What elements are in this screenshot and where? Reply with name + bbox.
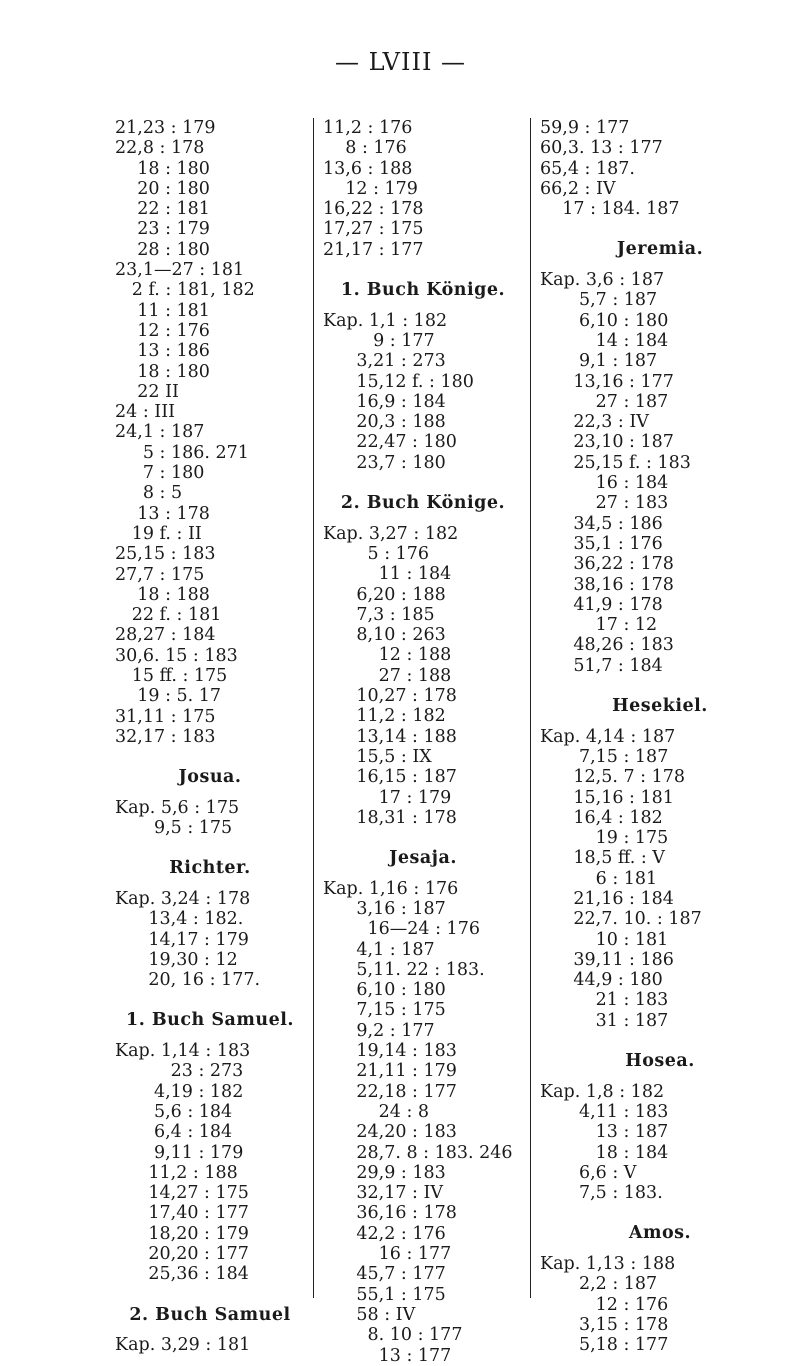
index-entry: 32,17 : 183 — [115, 726, 216, 747]
book-heading: Richter. — [169, 858, 251, 879]
index-entry: 19 : 5. 17 — [115, 686, 222, 707]
section-spacer — [115, 747, 305, 757]
index-entry: 31,11 : 175 — [115, 706, 216, 727]
index-entry: 21,11 : 179 — [323, 1061, 457, 1082]
index-entry: 6,6 : V — [540, 1162, 637, 1183]
index-entry: 22 : 181 — [115, 199, 210, 220]
index-entry: 13,14 : 188 — [323, 726, 457, 747]
index-entry: 9,11 : 179 — [115, 1142, 244, 1163]
index-entry: Kap. 3,29 : 181 — [115, 1335, 251, 1356]
index-entry: 18 : 184 — [540, 1142, 669, 1163]
index-entry: 23 : 273 — [115, 1061, 244, 1082]
index-entry: 23 : 179 — [115, 219, 210, 240]
index-entry: 24 : III — [115, 402, 176, 423]
index-entry: Kap. 3,24 : 178 — [115, 888, 251, 909]
index-entry: 22,8 : 178 — [115, 138, 205, 159]
index-entry: Kap. 1,14 : 183 — [115, 1041, 251, 1062]
page-header: — LVIII — — [334, 48, 467, 76]
index-entry: 23,1—27 : 181 — [115, 260, 245, 281]
index-entry: 15,5 : IX — [323, 746, 432, 767]
index-entry: 3,21 : 273 — [323, 351, 446, 372]
index-entry: 5,11. 22 : 183. — [323, 959, 485, 980]
index-entry: 27 : 183 — [540, 493, 669, 514]
book-heading: 1. Buch Samuel. — [126, 1010, 294, 1031]
index-entry: 66,2 : IV — [540, 178, 616, 199]
index-entry: 36,22 : 178 — [540, 554, 674, 575]
index-entry: 11,2 : 182 — [323, 706, 446, 727]
index-entry: 25,36 : 184 — [115, 1264, 249, 1285]
index-entry: 21 : 183 — [540, 990, 669, 1011]
index-entry: 15,16 : 181 — [540, 787, 674, 808]
index-entry: 28,7. 8 : 183. 246 — [323, 1142, 513, 1163]
index-entry: 6,4 : 184 — [115, 1122, 233, 1143]
book-heading: 2. Buch Könige. — [340, 493, 506, 514]
index-entry: 44,9 : 180 — [540, 970, 663, 991]
index-entry: 6,10 : 180 — [323, 980, 446, 1001]
index-entry: 28 : 180 — [115, 239, 210, 260]
index-entry: 38,16 : 178 — [540, 574, 674, 595]
index-entry: 8,10 : 263 — [323, 625, 446, 646]
index-entry: 16,15 : 187 — [323, 767, 457, 788]
index-entry: 7 : 180 — [115, 463, 205, 484]
index-entry: 18 : 180 — [115, 361, 210, 382]
index-entry: Kap. 1,1 : 182 — [323, 310, 448, 331]
book-heading: Hosea. — [625, 1051, 695, 1072]
book-heading: Jeremia. — [616, 239, 704, 260]
index-entry: 18,20 : 179 — [115, 1223, 249, 1244]
index-entry: 6 : 181 — [540, 868, 658, 889]
index-entry: 17,27 : 175 — [323, 219, 424, 240]
index-entry: 14,17 : 179 — [115, 929, 249, 950]
index-entry: 24 : 8 — [323, 1101, 430, 1122]
index-column-3 — [540, 118, 780, 1356]
index-entry: 19 : 175 — [540, 828, 669, 849]
index-entry: 23,7 : 180 — [323, 452, 446, 473]
index-entry: 58 : IV — [323, 1304, 416, 1325]
index-entry: Kap. 4,14 : 187 — [540, 726, 676, 747]
index-entry: 17,40 : 177 — [115, 1203, 249, 1224]
index-entry: 9,2 : 177 — [323, 1020, 435, 1041]
index-entry: 9 : 177 — [323, 330, 435, 351]
index-entry: 25,15 : 183 — [115, 544, 216, 565]
section-spacer — [115, 838, 305, 848]
section-spacer — [115, 1285, 305, 1295]
index-entry: 24,20 : 183 — [323, 1122, 457, 1143]
index-entry: 12 : 188 — [323, 645, 452, 666]
index-entry: 7,15 : 175 — [323, 1000, 446, 1021]
index-entry: 20,20 : 177 — [115, 1244, 249, 1265]
index-entry: 19,30 : 12 — [115, 949, 238, 970]
index-entry: Kap. 3,6 : 187 — [540, 270, 665, 291]
index-entry: 59,9 : 177 — [540, 118, 630, 138]
index-entry: 11 : 184 — [323, 564, 452, 585]
index-entry: 11 : 181 — [115, 300, 210, 321]
column-divider — [530, 118, 531, 1298]
index-entry: 13 : 186 — [115, 341, 210, 362]
index-entry: Kap. 5,6 : 175 — [115, 797, 240, 818]
index-entry: 22,7. 10. : 187 — [540, 909, 702, 930]
index-entry: 6,10 : 180 — [540, 310, 669, 331]
index-entry: 20, 16 : 177. — [115, 970, 261, 991]
index-entry: 5,18 : 177 — [540, 1335, 669, 1356]
index-entry: 16,22 : 178 — [323, 199, 424, 220]
index-entry: 13 : 178 — [115, 503, 210, 524]
index-entry: Kap. 1,16 : 176 — [323, 878, 459, 899]
index-entry: 9,1 : 187 — [540, 351, 658, 372]
index-entry: 8 : 176 — [323, 138, 407, 159]
index-entry: 32,17 : IV — [323, 1183, 444, 1204]
index-entry: 22 f. : 181 — [115, 605, 222, 626]
index-entry: 5,6 : 184 — [115, 1101, 233, 1122]
book-heading: Jesaja. — [389, 848, 457, 869]
index-entry: 8 : 5 — [115, 483, 183, 504]
index-entry: 12,5. 7 : 178 — [540, 767, 686, 788]
index-entry: 11,2 : 176 — [323, 118, 413, 138]
index-entry: 13,4 : 182. — [115, 909, 244, 930]
index-entry: 51,7 : 184 — [540, 655, 663, 676]
index-entry: 13 : 187 — [540, 1122, 669, 1143]
index-entry: 5,7 : 187 — [540, 290, 658, 311]
column-divider — [313, 118, 314, 1298]
index-entry: 15,12 f. : 180 — [323, 371, 474, 392]
section-spacer — [540, 219, 780, 229]
index-entry: 16 : 177 — [323, 1244, 452, 1265]
index-entry: 2,2 : 187 — [540, 1274, 658, 1295]
index-entry: 4,19 : 182 — [115, 1081, 244, 1102]
section-spacer — [115, 990, 305, 1000]
section-spacer — [540, 1031, 780, 1041]
index-entry: 4,1 : 187 — [323, 939, 435, 960]
index-entry: 14 : 184 — [540, 330, 669, 351]
index-entry: 13 : 177 — [323, 1345, 452, 1366]
index-entry: 6,20 : 188 — [323, 584, 446, 605]
index-entry: 42,2 : 176 — [323, 1223, 446, 1244]
index-entry: 18 : 188 — [115, 584, 210, 605]
index-entry: 22 II — [115, 381, 179, 402]
index-entry: 18,31 : 178 — [323, 807, 457, 828]
index-entry: 30,6. 15 : 183 — [115, 645, 238, 666]
index-entry: 7,15 : 187 — [540, 746, 669, 767]
index-entry: 31 : 187 — [540, 1010, 669, 1031]
book-heading: Josua. — [178, 767, 242, 788]
index-entry: 16 : 184 — [540, 473, 669, 494]
section-spacer — [323, 260, 523, 270]
index-column-1 — [115, 118, 305, 1356]
index-entry: 24,1 : 187 — [115, 422, 205, 443]
index-entry: 27 : 188 — [323, 665, 452, 686]
index-entry: 10,27 : 178 — [323, 686, 457, 707]
index-entry: 27 : 187 — [540, 391, 669, 412]
index-entry: 27,7 : 175 — [115, 564, 205, 585]
index-entry: 21,23 : 179 — [115, 118, 216, 138]
index-entry: 16,9 : 184 — [323, 391, 446, 412]
index-entry: 18 : 180 — [115, 158, 210, 179]
index-entry: 45,7 : 177 — [323, 1264, 446, 1285]
index-entry: 29,9 : 183 — [323, 1162, 446, 1183]
index-entry: 12 : 176 — [115, 320, 210, 341]
index-entry: 34,5 : 186 — [540, 513, 663, 534]
index-entry: 11,2 : 188 — [115, 1162, 238, 1183]
section-spacer — [540, 1203, 780, 1213]
index-entry: 23,10 : 187 — [540, 432, 674, 453]
index-entry: 21,17 : 177 — [323, 239, 424, 260]
index-entry: 8. 10 : 177 — [323, 1325, 463, 1346]
index-entry: 3,15 : 178 — [540, 1314, 669, 1335]
index-entry: 17 : 184. 187 — [540, 199, 680, 220]
index-entry: 3,16 : 187 — [323, 898, 446, 919]
index-entry: 21,16 : 184 — [540, 888, 674, 909]
index-entry: 12 : 179 — [323, 178, 418, 199]
index-entry: 20 : 180 — [115, 178, 210, 199]
index-entry: 10 : 181 — [540, 929, 669, 950]
index-entry: 7,3 : 185 — [323, 604, 435, 625]
index-column-2 — [323, 118, 523, 1366]
index-entry: 18,5 ff. : V — [540, 848, 665, 869]
index-entry: 65,4 : 187. — [540, 158, 635, 179]
index-entry: 5 : 186. 271 — [115, 442, 249, 463]
index-entry: 17 : 12 — [540, 615, 658, 636]
index-entry: 19 f. : II — [115, 523, 202, 544]
index-entry: 14,27 : 175 — [115, 1183, 249, 1204]
index-entry: 16—24 : 176 — [323, 919, 480, 940]
index-entry: 60,3. 13 : 177 — [540, 138, 663, 159]
index-entry: 41,9 : 178 — [540, 594, 663, 615]
index-entry: 55,1 : 175 — [323, 1284, 446, 1305]
index-entry: 17 : 179 — [323, 787, 452, 808]
index-entry: 16,4 : 182 — [540, 807, 663, 828]
index-entry: 13,16 : 177 — [540, 371, 674, 392]
index-entry: 15 ff. : 175 — [115, 666, 228, 687]
index-entry: 39,11 : 186 — [540, 949, 674, 970]
index-entry: 19,14 : 183 — [323, 1041, 457, 1062]
index-entry: 28,27 : 184 — [115, 625, 216, 646]
index-entry: 4,11 : 183 — [540, 1101, 669, 1122]
section-spacer — [323, 828, 523, 838]
book-heading: Hesekiel. — [612, 696, 708, 717]
book-heading: 2. Buch Samuel — [129, 1304, 291, 1325]
index-entry: 20,3 : 188 — [323, 412, 446, 433]
index-entry: 22,3 : IV — [540, 412, 649, 433]
section-spacer — [540, 676, 780, 686]
index-entry: 36,16 : 178 — [323, 1203, 457, 1224]
index-entry: 7,5 : 183. — [540, 1183, 663, 1204]
index-entry: 35,1 : 176 — [540, 533, 663, 554]
index-entry: Kap. 1,13 : 188 — [540, 1254, 676, 1275]
index-entry: 22,18 : 177 — [323, 1081, 457, 1102]
index-entry: 9,5 : 175 — [115, 818, 233, 839]
book-heading: 1. Buch Könige. — [340, 280, 506, 301]
index-entry: 13,6 : 188 — [323, 158, 413, 179]
index-entry: Kap. 3,27 : 182 — [323, 523, 459, 544]
index-entry: Kap. 1,8 : 182 — [540, 1081, 665, 1102]
index-entry: 5 : 176 — [323, 543, 430, 564]
index-entry: 48,26 : 183 — [540, 635, 674, 656]
section-spacer — [323, 473, 523, 483]
index-entry: 25,15 f. : 183 — [540, 452, 691, 473]
index-entry: 12 : 176 — [540, 1294, 669, 1315]
index-entry: 22,47 : 180 — [323, 432, 457, 453]
index-entry: 2 f. : 181, 182 — [115, 280, 255, 301]
book-heading: Amos. — [628, 1223, 692, 1244]
